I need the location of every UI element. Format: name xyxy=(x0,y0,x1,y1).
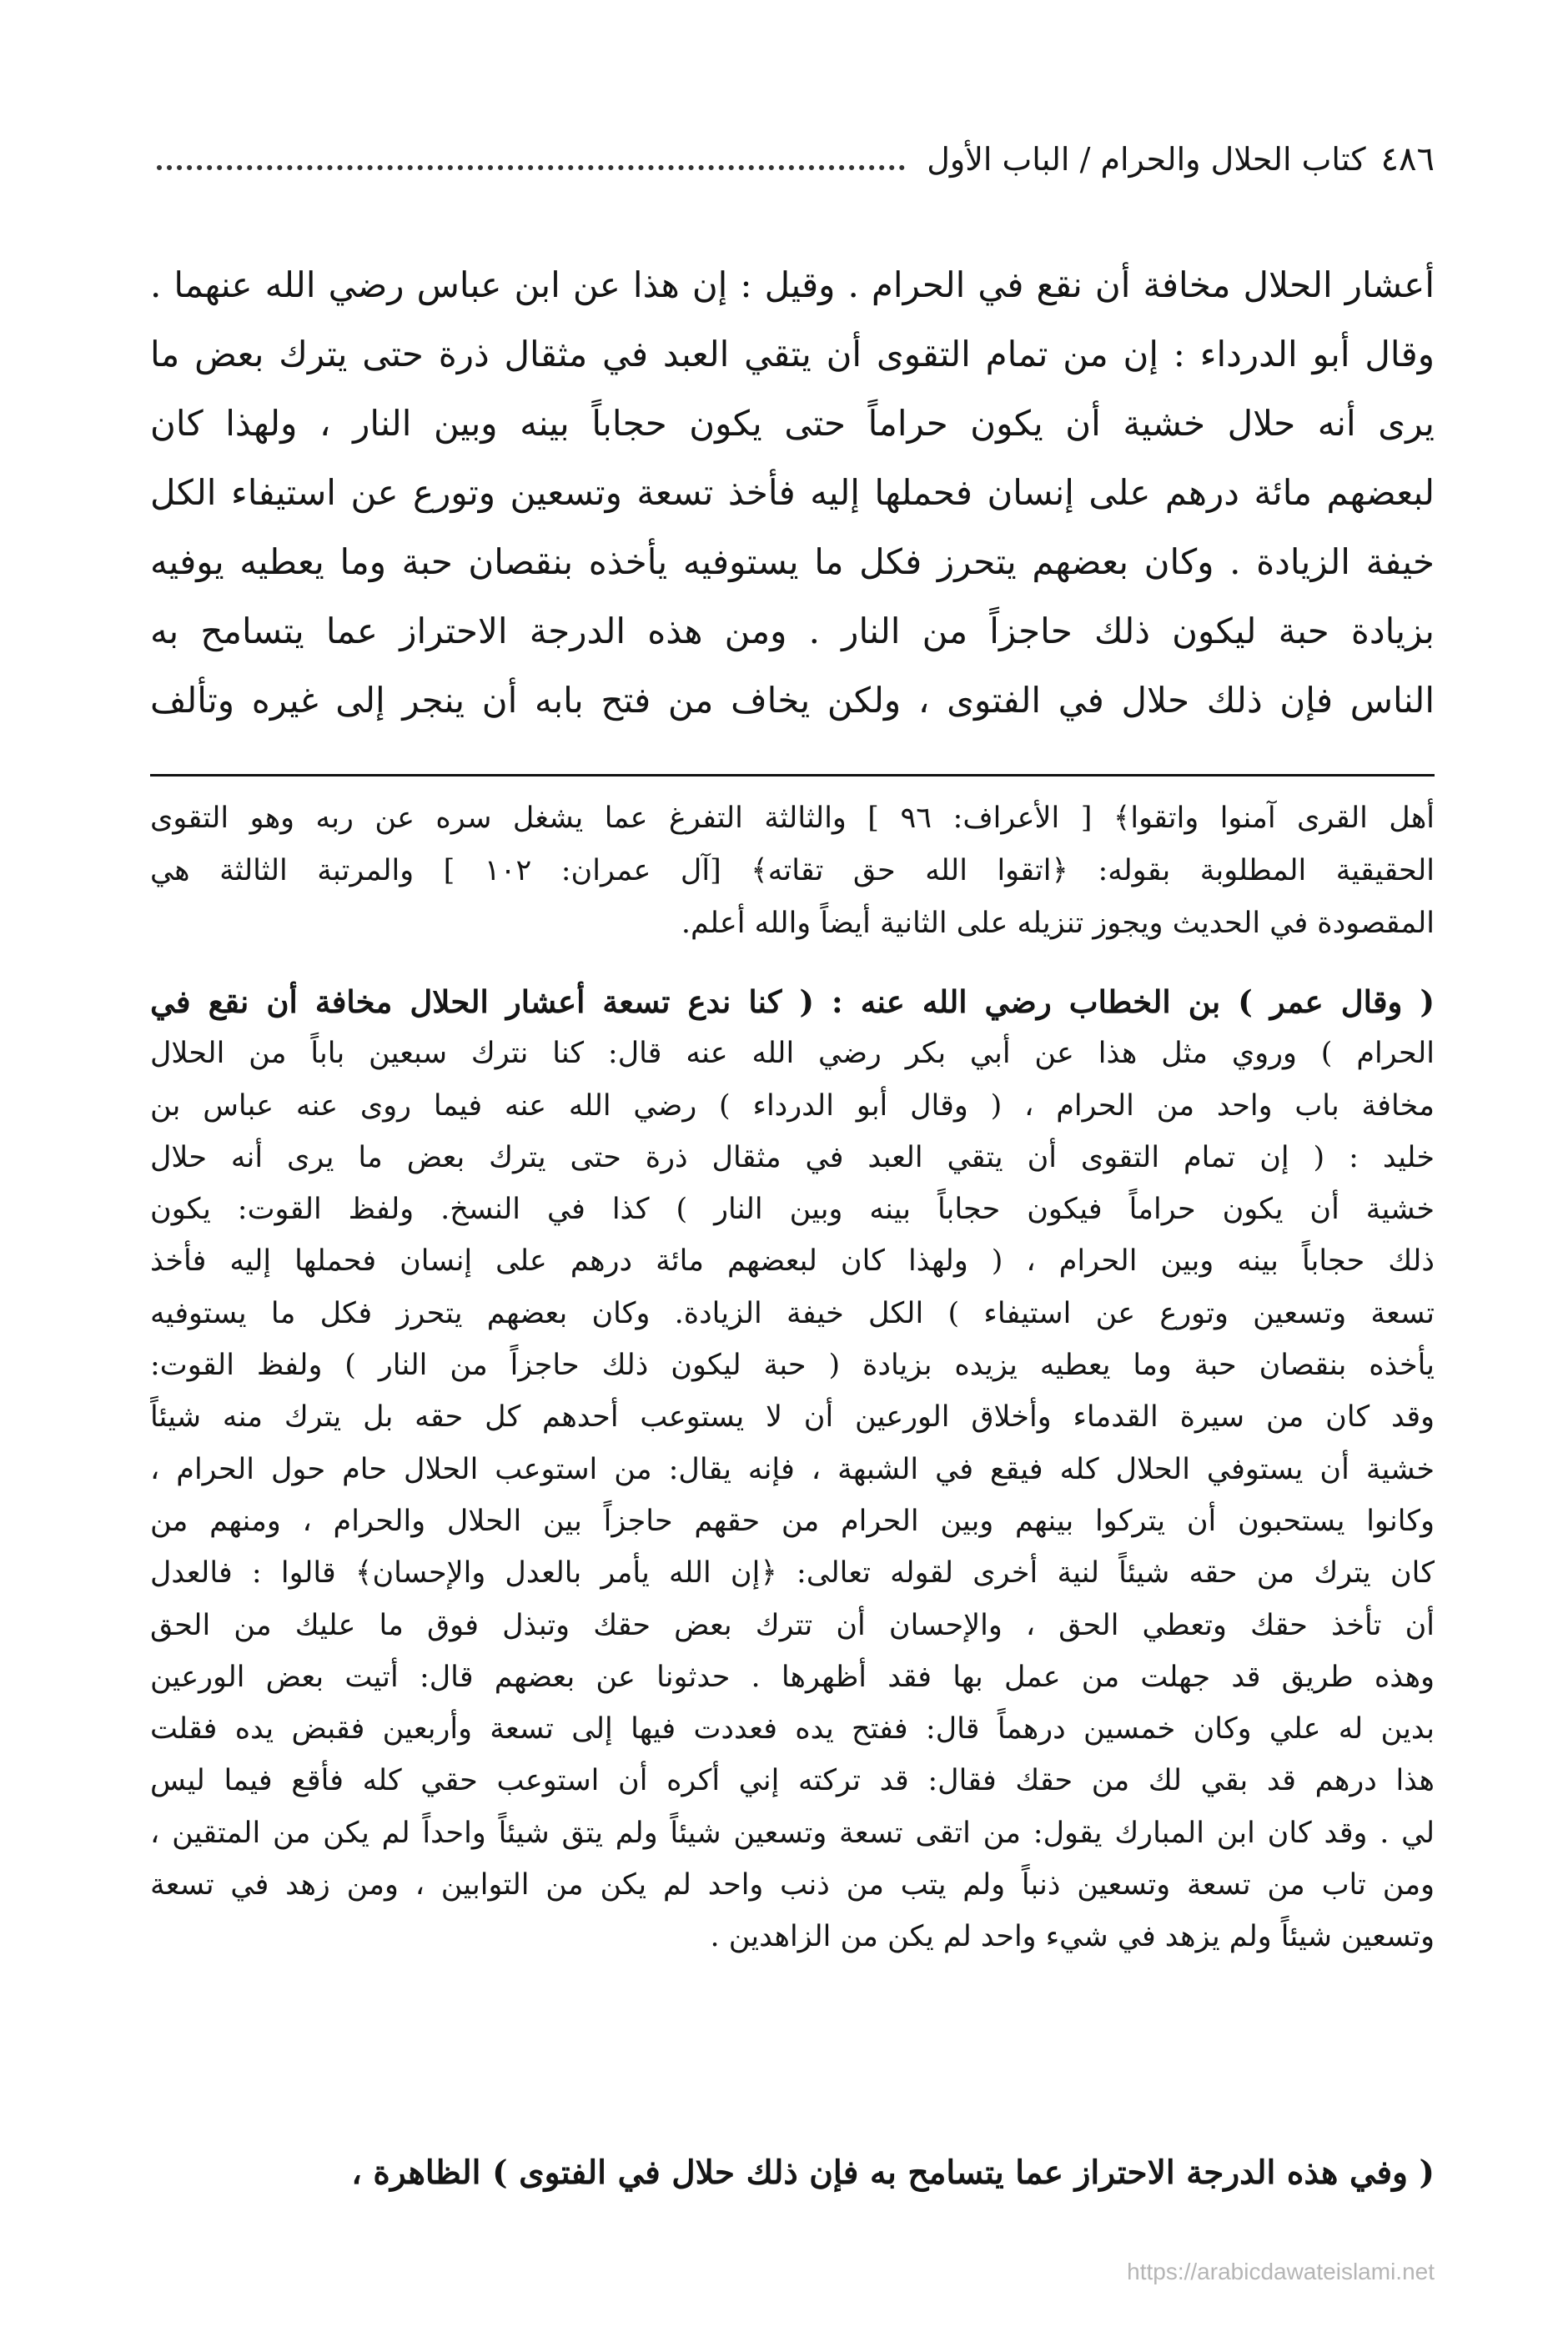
main-text-line: وقال أبو الدرداء : إن من تمام التقوى أن يتقي العبد في مثقال ذرة حتى يترك بعض ما xyxy=(150,334,1435,374)
main-text-line: لبعضهم مائة درهم على إنسان فحملها إليه فأخذ تسعة وتسعين وتورع عن استيفاء الكل xyxy=(150,472,1435,513)
footnote-line: الحقيقية المطلوبة بقوله: ﴿اتقوا الله حق تقاته﴾ [آل عمران: ١٠٢ ] والمرتبة الثالثة هي xyxy=(150,854,1435,887)
footnote-line: المقصودة في الحديث ويجوز تنزيله على الثانية أيضاً والله أعلم. xyxy=(681,907,1435,940)
commentary-line: ومن تاب من تسعة وتسعين ذنباً ولم يتب من ذنب واحد لم يكن من التوابين ، ومن زهد في تسعة xyxy=(150,1868,1435,1902)
commentary-line: خليد : ( إن تمام التقوى أن يتقي العبد في مثقال ذرة حتى يترك بعض ما يرى أنه حلال xyxy=(150,1140,1435,1174)
commentary-line: ( وقال عمر ) بن الخطاب رضي الله عنه : ( كنا ندع تسعة أعشار الحلال مخافة أن نقع في xyxy=(150,983,1435,1020)
commentary-line: تسعة وتسعين وتورع عن استيفاء ) الكل خيفة الزيادة. وكان بعضهم يتحرز فكل ما يستوفيه xyxy=(150,1296,1435,1330)
footnote-divider xyxy=(150,774,1435,776)
commentary-line: خشية أن يكون حراماً فيكون حجاباً بينه وبين النار ) كذا في النسخ. ولفظ القوت: يكون xyxy=(150,1193,1435,1227)
main-text-line: خيفة الزيادة . وكان بعضهم يتحرز فكل ما يستوفيه يأخذه بنقصان حبة وما يعطيه يوفيه xyxy=(150,541,1435,582)
main-text-line: الناس فإن ذلك حلال في الفتوى ، ولكن يخاف من فتح بابه أن ينجر إلى غيره وتألف xyxy=(150,680,1435,721)
closing-line: ( وفي هذه الدرجة الاحتراز عما يتسامح به فإن ذلك حلال في الفتوى ) الظاهرة ، xyxy=(351,2154,1435,2192)
main-text xyxy=(150,250,1435,735)
commentary-line: مخافة باب واحد من الحرام ، ( وقال أبو الدرداء ) رضي الله عنه فيما روى عنه عباس بن xyxy=(150,1088,1435,1123)
footnote-line: أهل القرى آمنوا واتقوا﴾ [ الأعراف: ٩٦ ] والثالثة التفرغ عما يشغل سره عن ربه وهو التقوى xyxy=(150,802,1435,835)
commentary xyxy=(150,976,1435,1963)
commentary-line: لي . وقد كان ابن المبارك يقول: من اتقى تسعة وتسعين شيئاً ولم يتق شيئاً واحداً لم يكن من المتقين ، xyxy=(150,1816,1435,1850)
main-text-line: بزيادة حبة ليكون ذلك حاجزاً من النار . ومن هذه الدرجة الاحتراز عما يتسامح به xyxy=(150,611,1435,651)
page-number: ٤٨٦ xyxy=(1380,140,1435,178)
commentary-line: بدين له علي وكان خمسين درهماً قال: ففتح يده فعددت فيها إلى تسعة وأربعين فقبض يده فقلت xyxy=(150,1712,1435,1746)
main-text-line: أعشار الحلال مخافة أن نقع في الحرام . وقيل : إن هذا عن ابن عباس رضي الله عنهما . xyxy=(150,264,1435,305)
commentary-line: كان يترك من حقه شيئاً لنية أخرى لقوله تعالى: ﴿إن الله يأمر بالعدل والإحسان﴾ قالوا : فالعدل xyxy=(150,1556,1435,1591)
commentary-line: وكانوا يستحبون أن يتركوا بينهم وبين الحرام من حقهم حاجزاً بين الحلال والحرام ، ومنهم من xyxy=(150,1504,1435,1538)
commentary-line: خشية أن يستوفي الحلال كله فيقع في الشبهة ، فإنه يقال: من استوعب الحلال حام حول الحرام ، xyxy=(150,1452,1435,1486)
commentary-line: وقد كان من سيرة القدماء وأخلاق الورعين أن لا يستوعب أحدهم كل حقه بل يترك منه شيئاً xyxy=(150,1400,1435,1435)
header-dotted-leader xyxy=(157,147,905,170)
main-text-line: يرى أنه حلال خشية أن يكون حراماً حتى يكون حجاباً بينه وبين النار ، ولهذا كان xyxy=(150,403,1435,444)
commentary-line: وتسعين شيئاً ولم يزهد في شيء واحد لم يكن من الزاهدين . xyxy=(710,1920,1435,1954)
commentary-line: أن تأخذ حقك وتعطي الحق ، والإحسان أن تترك بعض حقك وتبذل فوق ما عليك من الحق xyxy=(150,1608,1435,1642)
page-header xyxy=(150,140,1435,190)
watermark-url: https://arabicdawateislami.net xyxy=(1127,2259,1435,2284)
commentary-line: وهذه طريق قد جهلت من عمل بها فقد أظهرها . حدثونا عن بعضهم قال: أتيت بعض الورعين xyxy=(150,1660,1435,1694)
commentary-line: ذلك حجاباً بينه وبين الحرام ، ( ولهذا كان لبعضهم مائة درهم على إنسان فحملها إليه فأخذ xyxy=(150,1244,1435,1279)
running-title: كتاب الحلال والحرام / الباب الأول xyxy=(927,141,1366,178)
commentary-line: يأخذه بنقصان حبة وما يعطيه يزيده بزيادة ( حبة ليكون ذلك حاجزاً من النار ) ولفظ القوت: xyxy=(150,1349,1435,1383)
footnote xyxy=(150,792,1435,950)
commentary-line: هذا درهم قد بقي لك من حقك فقال: قد تركته إني أكره أن استوعب حقي كله فأقع فيما ليس xyxy=(150,1764,1435,1798)
commentary-line: الحرام ) وروي مثل هذا عن أبي بكر رضي الله عنه قال: كنا نترك سبعين باباً من الحلال xyxy=(150,1037,1435,1071)
